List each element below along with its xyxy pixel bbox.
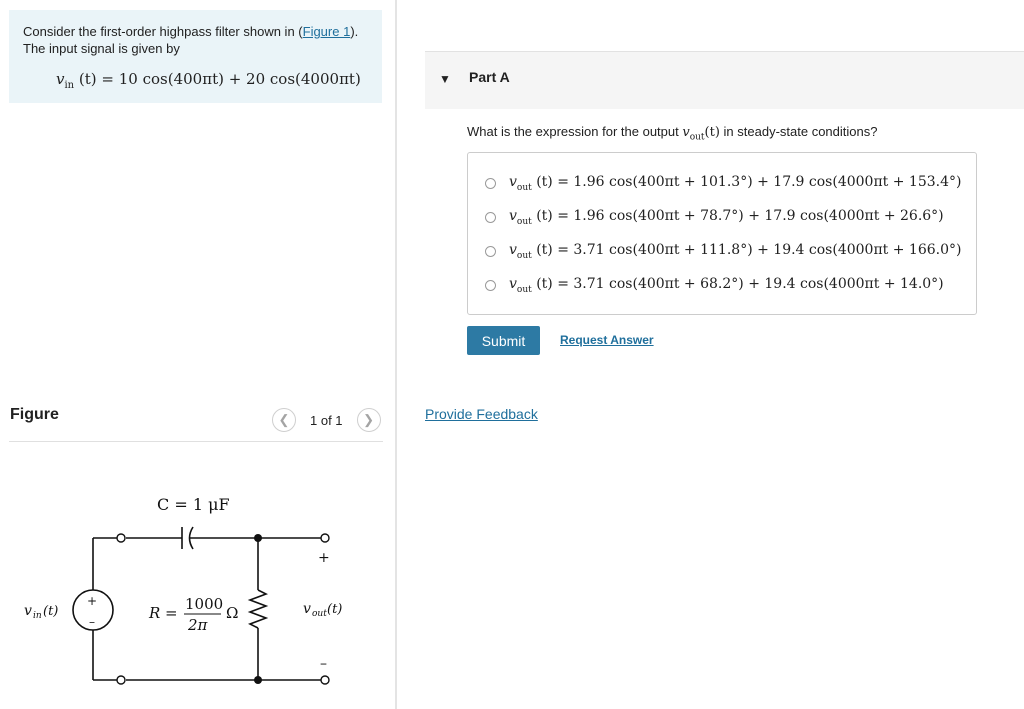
- intro-text-after: ). The input signal is given by: [23, 24, 359, 56]
- question-math: [682, 125, 720, 143]
- radio-button[interactable]: [485, 280, 496, 291]
- vout-sub: out: [312, 609, 327, 619]
- option-text: $v_{out}$ (t) = 3.71 cos(400πt + 68.2°) + 19.4 cos(4000πt + 14.0°): [509, 275, 944, 295]
- provide-feedback-link[interactable]: Provide Feedback: [425, 406, 538, 422]
- node-bottom: [254, 676, 262, 684]
- answer-options: [467, 152, 977, 315]
- vin-arg: (t): [43, 604, 59, 619]
- equation-sub: in: [64, 80, 75, 91]
- option-2[interactable]: [485, 206, 944, 228]
- terminal-in-top: [117, 534, 125, 542]
- vout-minus: –: [320, 656, 327, 672]
- question-var: v: [682, 125, 690, 140]
- node-top: [254, 534, 262, 542]
- caret-down-icon[interactable]: ▼: [439, 72, 451, 86]
- option-4[interactable]: [485, 274, 944, 296]
- option-text: $v_{out}$ (t) = 1.96 cos(400πt + 101.3°) + 17.9 cos(4000πt + 153.4°): [509, 173, 962, 193]
- resistor-denominator: 2π: [188, 616, 208, 634]
- figure-divider: [9, 441, 383, 442]
- figure-pager: [272, 408, 381, 432]
- vout-plus: +: [318, 550, 330, 566]
- equation-rhs: (t) = 10 cos(400πt) + 20 cos(4000πt): [78, 70, 361, 88]
- circuit-diagram: [0, 470, 396, 709]
- left-column: [0, 0, 396, 709]
- request-answer-link[interactable]: Request Answer: [560, 333, 654, 347]
- equation-var: v: [56, 70, 65, 88]
- figure-title: Figure: [10, 406, 59, 423]
- option-1[interactable]: [485, 172, 961, 194]
- chevron-right-icon[interactable]: ❯: [357, 408, 381, 432]
- resistor-unit: Ω: [226, 604, 239, 622]
- option-text: $v_{out}$ (t) = 1.96 cos(400πt + 78.7°) + 17.9 cos(4000πt + 26.6°): [509, 207, 944, 227]
- capacitor-label: C = 1 μF: [157, 495, 230, 514]
- chevron-left-icon[interactable]: ❮: [272, 408, 296, 432]
- question-sub: out: [689, 132, 705, 143]
- option-3[interactable]: [485, 240, 961, 262]
- source-plus: +: [87, 594, 98, 608]
- radio-button[interactable]: [485, 178, 496, 189]
- vout-arg: (t): [327, 602, 343, 617]
- part-header[interactable]: [425, 51, 1024, 109]
- vin-var: v: [24, 603, 32, 619]
- page-count: 1 of 1: [310, 412, 343, 428]
- question-after: in steady-state conditions?: [719, 124, 878, 139]
- source-minus: –: [89, 615, 95, 629]
- vout-var: v: [303, 601, 311, 617]
- intro-text: Consider the first-order highpass filter shown in (: [23, 24, 303, 39]
- resistor-prefix: R =: [149, 604, 178, 622]
- terminal-in-bottom: [117, 676, 125, 684]
- radio-button[interactable]: [485, 212, 496, 223]
- column-divider: [395, 0, 397, 709]
- terminal-out-top: [321, 534, 329, 542]
- question-before: What is the expression for the output: [467, 124, 683, 139]
- problem-statement: [9, 10, 382, 103]
- input-equation: [23, 71, 368, 94]
- vin-sub: in: [33, 611, 42, 621]
- terminal-out-bottom: [321, 676, 329, 684]
- submit-button[interactable]: Submit: [467, 326, 540, 355]
- question-text: [467, 124, 877, 143]
- option-text: $v_{out}$ (t) = 3.71 cos(400πt + 111.8°) + 19.4 cos(4000πt + 166.0°): [509, 241, 962, 261]
- problem-intro: [23, 23, 368, 57]
- resistor: [250, 590, 266, 628]
- question-arg: (t): [704, 125, 720, 140]
- part-label: Part A: [469, 69, 510, 85]
- figure-link[interactable]: Figure 1: [302, 24, 351, 39]
- radio-button[interactable]: [485, 246, 496, 257]
- resistor-numerator: 1000: [185, 595, 224, 613]
